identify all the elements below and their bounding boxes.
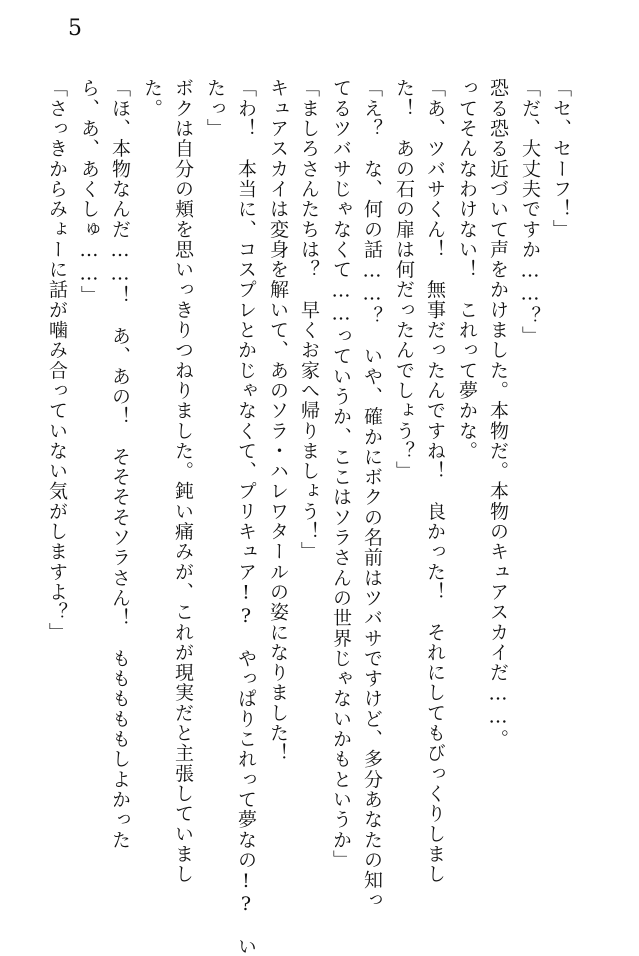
text-line-6: た！ あの石の扉は何だったんでしょう？」 — [393, 78, 415, 481]
text-line-16: ら、あ、あくしゅ……」 — [78, 78, 100, 306]
page-number: 5 — [68, 16, 82, 41]
text-body — [46, 78, 573, 956]
text-line-11: 「わ！ 本当に、コスプレとかじゃなくて、プリキュア!? やっぱりこれって夢なの!? い — [235, 78, 257, 956]
text-line-5: 「あ、ツバサくん！ 無事だったんですね！ 良かった！ それにしてもびっくりしまし — [424, 78, 446, 884]
text-line-2: 「だ、大丈夫ですか……？」 — [519, 78, 541, 346]
text-line-4: ってそんなわけない！ これって夢かな。 — [456, 78, 478, 461]
text-line-15: 「ほ、本物なんだ……！ あ、あの！ そそそそソラさん！ もももももしよかった — [109, 78, 131, 850]
text-line-14: た。 — [141, 78, 163, 119]
text-line-7: 「え？ な、何の話……？ いや、確かにボクの名前はツバサですけど、多分あなたの知っ — [361, 78, 383, 911]
text-line-3: 恐る恐る近づいて声をかけました。本物だ。本物のキュアスカイだ……。 — [487, 78, 509, 749]
text-line-9: 「ましろさんたちは？ 早くお家へ帰りましょう！」 — [298, 78, 320, 562]
text-line-10: キュアスカイは変身を解いて、あのソラ・ハレワタールの姿になりました！ — [267, 78, 289, 764]
text-line-12: たっ」 — [204, 78, 226, 139]
text-line-1: 「セ、セーフ！」 — [550, 78, 572, 240]
text-line-13: ボクは自分の頬を思いっきりつねりました。鈍い痛みが、これが現実だと主張していまし — [172, 78, 194, 884]
text-line-17: 「さっきからみょーに話が噛み合っていない気がしますよ？」 — [46, 78, 68, 643]
text-line-8: てるツバサじゃなくて……っていうか、ここはソラさんの世界じゃないかもというか」 — [330, 78, 352, 870]
